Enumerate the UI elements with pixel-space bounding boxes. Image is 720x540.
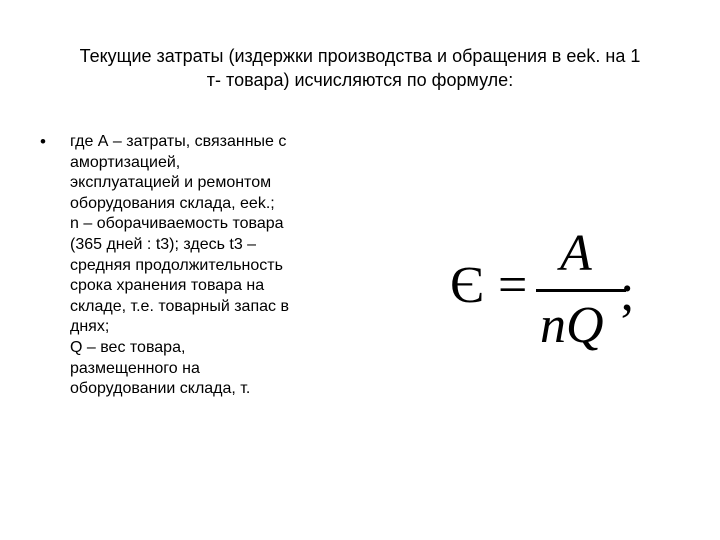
cost-formula	[440, 226, 660, 376]
definition-line: n – оборачиваемость товара	[70, 215, 284, 233]
definition-line: оборудовании склада, т.	[70, 380, 251, 398]
formula-lhs-symbol: Э	[450, 257, 485, 314]
definition-line: оборудования склада, eek.;	[70, 194, 275, 212]
definition-line: срока хранения товара на	[70, 277, 265, 295]
formula-fraction-bar	[536, 289, 626, 292]
definition-line: Q – вес товара,	[70, 338, 186, 356]
definition-line: где А – затраты, связанные с	[70, 133, 287, 150]
formula-numerator: A	[560, 225, 592, 282]
definition-line: днях;	[70, 318, 110, 336]
bullet-marker: •	[40, 132, 46, 151]
formula-denominator: nQ	[540, 297, 604, 354]
formula-semicolon: ;	[620, 265, 635, 322]
slide-title	[40, 44, 680, 92]
slide-title-line-2: т- товара) исчисляются по формуле:	[206, 70, 514, 90]
definition-line: складе, т.е. товарный запас в	[70, 297, 289, 315]
definition-line: (365 дней : t3); здесь t3 –	[70, 235, 257, 253]
definitions-list-item	[40, 132, 360, 400]
formula-equals-sign: =	[498, 257, 528, 314]
definition-line: эксплуатацией и ремонтом	[70, 174, 272, 192]
definition-line: средняя продолжительность	[70, 256, 283, 274]
definitions-list	[40, 132, 360, 400]
definition-line: амортизацией,	[70, 153, 181, 171]
slide-title-line-1: Текущие затраты (издержки производства и обращения в eek. на 1	[79, 46, 641, 66]
definition-line: размещенного на	[70, 359, 200, 377]
